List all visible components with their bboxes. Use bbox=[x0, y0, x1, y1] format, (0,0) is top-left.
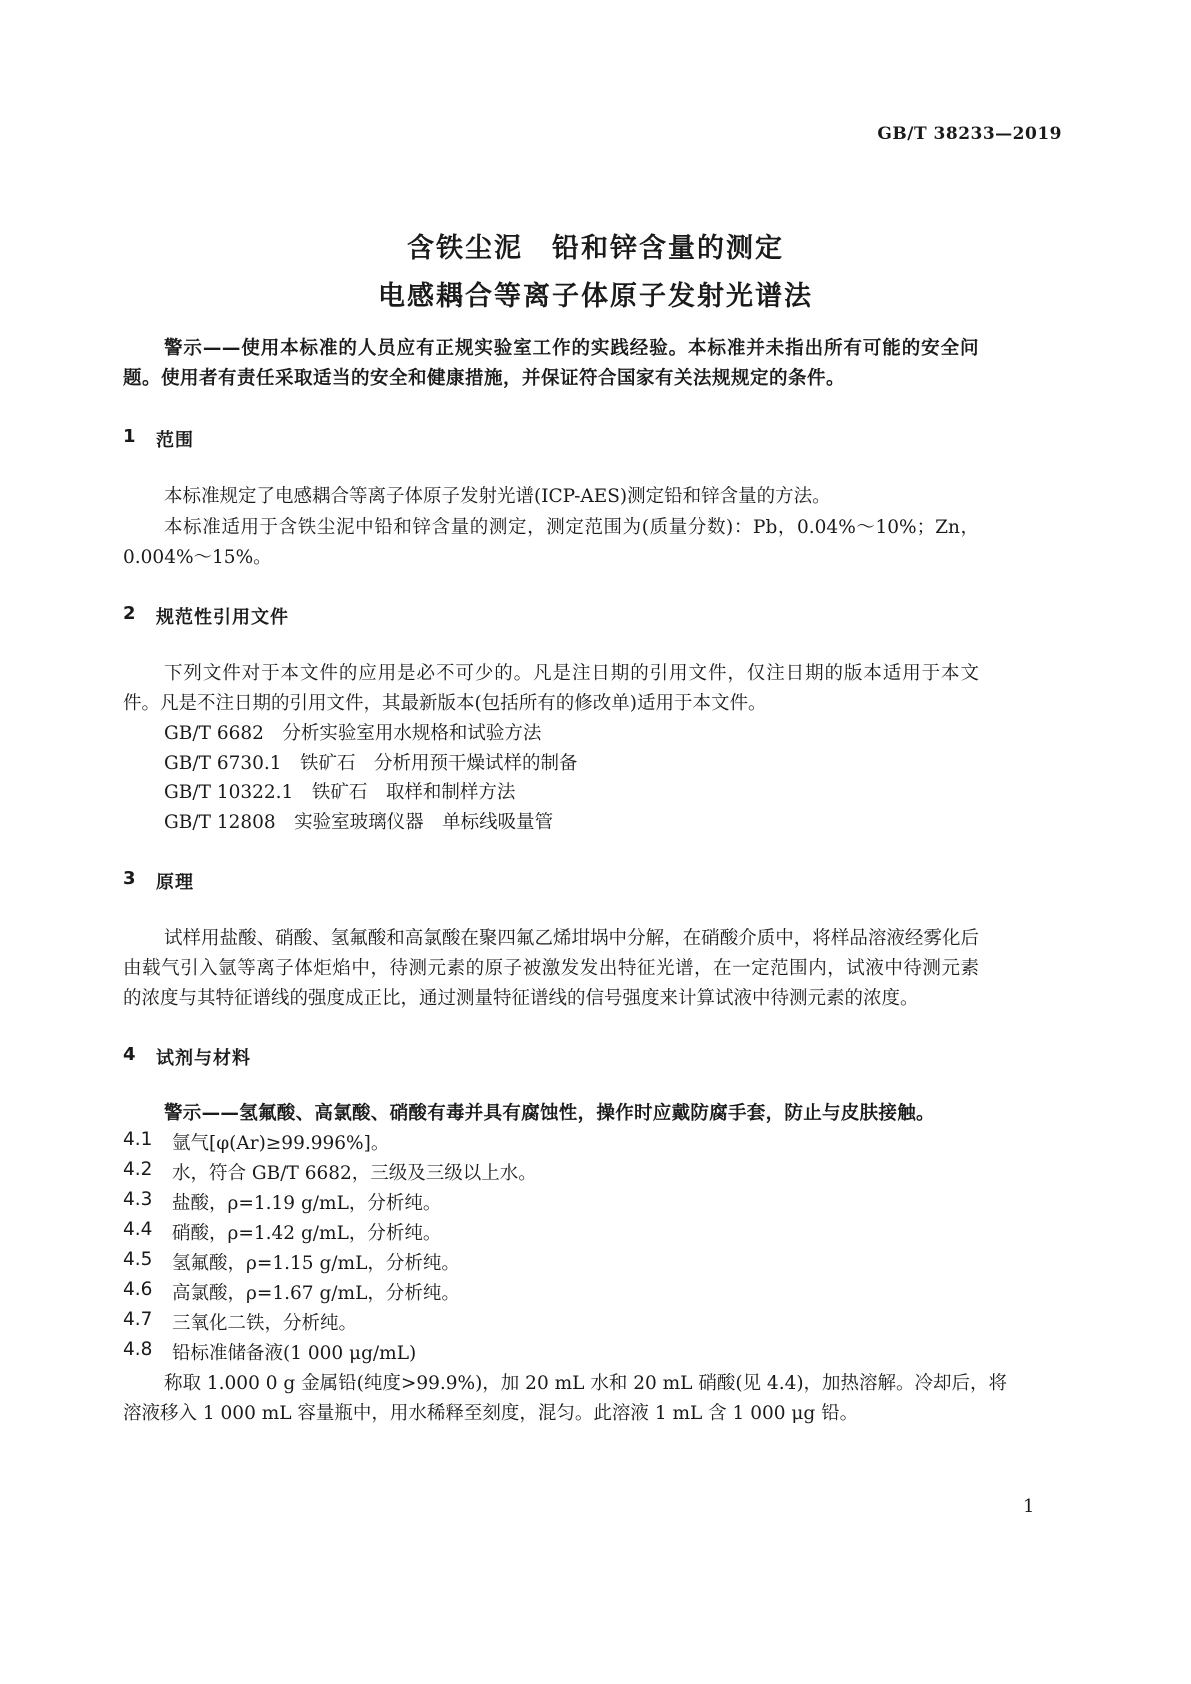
normative-reference: GB/T 6682 分析实验室用水规格和试验方法 bbox=[164, 723, 542, 744]
item-8-paragraph-line2: 溶液移入 1 000 mL 容量瓶中，用水稀释至刻度，混匀。此溶液 1 mL 含 1 000 μg 铅。 bbox=[123, 1403, 859, 1424]
section-3-paragraph-line3: 的浓度与其特征谱线的强度成正比，通过测量特征谱线的信号强度来计算试液中待测元素的浓度。 bbox=[123, 988, 919, 1009]
section-2-number: 2 bbox=[123, 603, 136, 624]
section-4-warning: 警示——氢氟酸、高氯酸、硝酸有毒并具有腐蚀性，操作时应戴防腐手套，防止与皮肤接触。 bbox=[164, 1103, 935, 1124]
item-text: 氩气[φ(Ar)≥99.996%]。 bbox=[172, 1133, 390, 1154]
section-2-paragraph-line2: 件。凡是不注日期的引用文件，其最新版本(包括所有的修改单)适用于本文件。 bbox=[123, 693, 767, 714]
normative-reference: GB/T 6730.1 铁矿石 分析用预干燥试样的制备 bbox=[164, 753, 578, 774]
item-text: 盐酸，ρ=1.19 g/mL，分析纯。 bbox=[172, 1193, 442, 1214]
normative-reference: GB/T 10322.1 铁矿石 取样和制样方法 bbox=[164, 782, 516, 803]
item-number: 4.3 bbox=[123, 1189, 153, 1210]
item-number: 4.4 bbox=[123, 1219, 153, 1240]
section-4-heading: 试剂与材料 bbox=[156, 1048, 251, 1069]
item-number: 4.2 bbox=[123, 1159, 153, 1180]
standard-number: GB/T 38233—2019 bbox=[877, 124, 1062, 144]
item-number: 4.8 bbox=[123, 1339, 153, 1360]
item-text: 铅标准储备液(1 000 μg/mL) bbox=[172, 1343, 417, 1364]
warning-line2: 题。使用者有责任采取适当的安全和健康措施，并保证符合国家有关法规规定的条件。 bbox=[123, 368, 846, 389]
section-1-number: 1 bbox=[123, 426, 136, 447]
section-2-paragraph-line1: 下列文件对于本文件的应用是必不可少的。凡是注日期的引用文件，仅注日期的版本适用于本文 bbox=[164, 663, 979, 684]
item-number: 4.6 bbox=[123, 1279, 153, 1300]
section-1-paragraph-2-line1: 本标准适用于含铁尘泥中铅和锌含量的测定，测定范围为(质量分数)：Pb，0.04%～10%；Zn， bbox=[164, 517, 979, 538]
warning-line1: 警示——使用本标准的人员应有正规实验室工作的实践经验。本标准并未指出所有可能的安全问 bbox=[164, 338, 979, 359]
section-3-paragraph-line2: 由载气引入氩等离子体炬焰中，待测元素的原子被激发发出特征光谱，在一定范围内，试液中待测元素 bbox=[123, 958, 979, 979]
item-text: 硝酸，ρ=1.42 g/mL，分析纯。 bbox=[172, 1223, 442, 1244]
section-3-heading: 原理 bbox=[156, 872, 194, 893]
section-1-heading: 范围 bbox=[156, 430, 194, 451]
normative-reference: GB/T 12808 实验室玻璃仪器 单标线吸量管 bbox=[164, 812, 554, 833]
item-8-paragraph-line1: 称取 1.000 0 g 金属铅(纯度>99.9%)，加 20 mL 水和 20 mL 硝酸(见 4.4)，加热溶解。冷却后，将 bbox=[164, 1373, 1008, 1394]
item-text: 氢氟酸，ρ=1.15 g/mL，分析纯。 bbox=[172, 1253, 460, 1274]
section-3-number: 3 bbox=[123, 868, 136, 889]
document-title-line2: 电感耦合等离子体原子发射光谱法 bbox=[378, 281, 813, 312]
section-2-heading: 规范性引用文件 bbox=[156, 607, 289, 628]
page-number: 1 bbox=[1023, 1496, 1035, 1517]
section-3-paragraph-line1: 试样用盐酸、硝酸、氢氟酸和高氯酸在聚四氟乙烯坩埚中分解，在硝酸介质中，将样品溶液经雾化后 bbox=[164, 928, 979, 949]
item-text: 高氯酸，ρ=1.67 g/mL，分析纯。 bbox=[172, 1283, 460, 1304]
item-number: 4.1 bbox=[123, 1129, 153, 1150]
item-number: 4.7 bbox=[123, 1309, 153, 1330]
item-text: 水，符合 GB/T 6682，三级及三级以上水。 bbox=[172, 1163, 537, 1184]
item-number: 4.5 bbox=[123, 1249, 153, 1270]
section-1-paragraph-2-line2: 0.004%～15%。 bbox=[123, 547, 272, 568]
item-text: 三氧化二铁，分析纯。 bbox=[172, 1313, 358, 1334]
section-4-number: 4 bbox=[123, 1044, 136, 1065]
section-1-paragraph-1: 本标准规定了电感耦合等离子体原子发射光谱(ICP-AES)测定铅和锌含量的方法。 bbox=[164, 486, 831, 507]
document-title-line1: 含铁尘泥 铅和锌含量的测定 bbox=[407, 233, 784, 264]
